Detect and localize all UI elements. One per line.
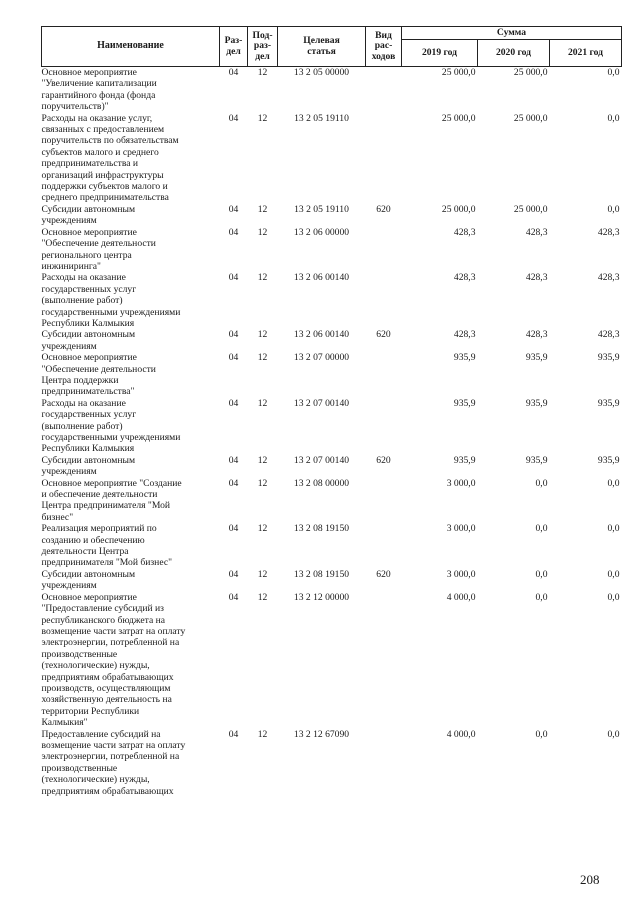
row-sum-2020: 0,0 [535,568,548,580]
row-sum-2019: 935,9 [453,397,476,409]
row-sum-2019: 935,9 [453,454,476,466]
table-row [42,478,622,524]
row-subsection: 12 [257,329,268,341]
row-target-article: 13 2 05 00000 [293,67,350,78]
row-section: 04 [228,329,239,341]
row-sum-2019: 4 000,0 [446,591,476,603]
table-row [42,272,622,329]
row-section: 04 [228,568,239,580]
row-sum-2019: 428,3 [453,226,476,238]
row-expense-type: 620 [376,329,391,341]
row-sum-2020: 25 000,0 [513,203,548,215]
row-sum-2021: 428,3 [597,329,620,341]
row-sum-2020: 935,9 [525,352,548,364]
row-sum-2020: 25 000,0 [513,67,548,78]
row-name: Реализация мероприятий по созданию и обеспечению деятельности Центра предпринимателя "Мой бизнес" [41,523,172,569]
row-subsection: 12 [257,203,268,215]
row-subsection: 12 [257,112,268,124]
row-target-article: 13 2 06 00140 [293,272,350,284]
row-sum-2021: 428,3 [597,272,620,284]
row-section: 04 [228,226,239,238]
table-row [42,352,622,398]
header-section: Раз- дел [220,27,248,67]
table-row [42,227,622,273]
header-sum: Сумма [402,27,622,40]
row-name: Субсидии автономным учреждениям [41,568,136,592]
row-sum-2021: 0,0 [607,112,620,124]
row-sum-2021: 0,0 [607,568,620,580]
header-name: Наименование [42,27,220,67]
page-number: 208 [580,872,600,887]
row-expense-type: 620 [376,203,391,215]
row-sum-2019: 4 000,0 [446,728,476,740]
row-expense-type [366,352,402,398]
row-sum-2019: 25 000,0 [441,67,476,78]
row-sum-2019: 3 000,0 [446,523,476,535]
row-sum-2019: 25 000,0 [441,203,476,215]
table-row [42,204,622,227]
row-sum-2021: 0,0 [607,728,620,740]
row-section: 04 [228,67,239,78]
row-section: 04 [228,352,239,364]
row-sum-2020: 0,0 [535,523,548,535]
budget-table [41,26,622,797]
row-sum-2020: 0,0 [535,591,548,603]
row-expense-type [366,478,402,524]
row-subsection: 12 [257,568,268,580]
row-sum-2020: 0,0 [535,728,548,740]
row-sum-2019: 935,9 [453,352,476,364]
row-expense-type: 620 [376,568,391,580]
row-subsection: 12 [257,591,268,603]
table-header [42,27,622,67]
row-sum-2021: 0,0 [607,591,620,603]
row-section: 04 [228,591,239,603]
table-row [42,398,622,455]
row-subsection: 12 [257,397,268,409]
row-section: 04 [228,203,239,215]
row-sum-2021: 0,0 [607,523,620,535]
row-sum-2021: 0,0 [607,203,620,215]
row-target-article: 13 2 05 19110 [294,112,349,124]
row-name: Основное мероприятие "Обеспечение деятельности регионального центра инжиниринга" [41,226,156,272]
row-subsection: 12 [257,477,268,489]
row-target-article: 13 2 07 00140 [293,397,350,409]
row-name: Расходы на оказание услуг, связанных с предоставлением поручительств по обязательствам субъектов малого и среднего предпринимательства и организаций инфраструктуры поддержки субъектов малого и среднего предпринимательства [41,112,179,204]
row-target-article: 13 2 06 00000 [293,226,350,238]
row-subsection: 12 [257,728,268,740]
row-target-article: 13 2 06 00140 [293,329,350,341]
row-sum-2019: 3 000,0 [446,477,476,489]
row-name: Основное мероприятие "Увеличение капитализации гарантийного фонда (фонда поручительств)" [41,67,157,113]
row-name: Субсидии автономным учреждениям [41,203,136,227]
row-section: 04 [228,112,239,124]
row-sum-2019: 25 000,0 [441,112,476,124]
row-sum-2019: 428,3 [453,272,476,284]
table-row [42,113,622,204]
table-row [42,569,622,592]
row-name: Основное мероприятие "Обеспечение деятельности Центра поддержки предпринимательства" [41,352,156,398]
row-target-article: 13 2 08 00000 [293,477,350,489]
row-sum-2019: 3 000,0 [446,568,476,580]
row-sum-2020: 935,9 [525,454,548,466]
row-expense-type [366,592,402,729]
row-subsection: 12 [257,272,268,284]
row-expense-type [366,272,402,329]
row-target-article: 13 2 07 00000 [293,352,350,364]
row-section: 04 [228,397,239,409]
row-sum-2020: 428,3 [525,329,548,341]
row-name: Основное мероприятие "Предоставление субсидий из республиканского бюджета на возмещение части затрат на оплату электроэнергии, потребленной на производственные (технологические) нужды, предприятиям обрабатывающих производств, осуществляющим хозяйственную деятельность на территории Республики Калмыкия" [41,591,186,729]
table-row [42,329,622,352]
row-target-article: 13 2 12 00000 [293,591,350,603]
row-target-article: 13 2 07 00140 [293,454,350,466]
table-row [42,729,622,797]
row-name: Предоставление субсидий на возмещение части затрат на оплату электроэнергии, потребленной на производственные (технологические) нужды, предприятиям обрабатывающих [41,728,186,797]
row-expense-type [366,398,402,455]
row-sum-2020: 935,9 [525,397,548,409]
row-target-article: 13 2 08 19150 [293,568,350,580]
row-subsection: 12 [257,523,268,535]
row-sum-2020: 25 000,0 [513,112,548,124]
row-sum-2021: 935,9 [597,397,620,409]
row-sum-2021: 0,0 [607,477,620,489]
row-expense-type [366,729,402,797]
row-name: Субсидии автономным учреждениям [41,454,136,478]
budget-table-page [41,26,621,797]
table-row [42,455,622,478]
header-year-2020: 2020 год [478,40,550,67]
row-section: 04 [228,728,239,740]
row-expense-type [366,523,402,569]
row-sum-2019: 428,3 [453,329,476,341]
row-name: Расходы на оказание государственных услуг (выполнение работ) государственными учреждениями Республики Калмыкия [41,272,181,329]
row-section: 04 [228,454,239,466]
row-name: Основное мероприятие "Создание и обеспечение деятельности Центра предпринимателя "Мой бизнес" [41,477,182,523]
row-name: Расходы на оказание государственных услуг (выполнение работ) государственными учреждениями Республики Калмыкия [41,397,181,455]
table-body [42,67,622,798]
row-sum-2021: 0,0 [607,67,620,78]
row-subsection: 12 [257,67,268,78]
row-sum-2020: 428,3 [525,226,548,238]
row-sum-2021: 428,3 [597,226,620,238]
row-section: 04 [228,477,239,489]
row-subsection: 12 [257,454,268,466]
row-name: Субсидии автономным учреждениям [41,329,136,352]
header-year-2019: 2019 год [402,40,478,67]
header-year-2021: 2021 год [550,40,622,67]
table-row [42,67,622,113]
row-sum-2021: 935,9 [597,352,620,364]
header-expense-type: Вид рас- ходов [366,27,402,67]
row-subsection: 12 [257,352,268,364]
row-section: 04 [228,272,239,284]
row-sum-2020: 428,3 [525,272,548,284]
header-subsection: Под- раз- дел [248,27,278,67]
row-expense-type [366,67,402,113]
row-sum-2021: 935,9 [597,454,620,466]
header-target-article: Целевая статья [278,27,366,67]
row-expense-type [366,227,402,273]
row-target-article: 13 2 05 19110 [294,203,349,215]
table-row [42,523,622,569]
row-expense-type [366,113,402,204]
row-target-article: 13 2 12 67090 [293,728,350,740]
row-section: 04 [228,523,239,535]
row-expense-type: 620 [376,454,391,466]
table-row [42,592,622,729]
row-subsection: 12 [257,226,268,238]
row-sum-2020: 0,0 [535,477,548,489]
row-target-article: 13 2 08 19150 [293,523,350,535]
